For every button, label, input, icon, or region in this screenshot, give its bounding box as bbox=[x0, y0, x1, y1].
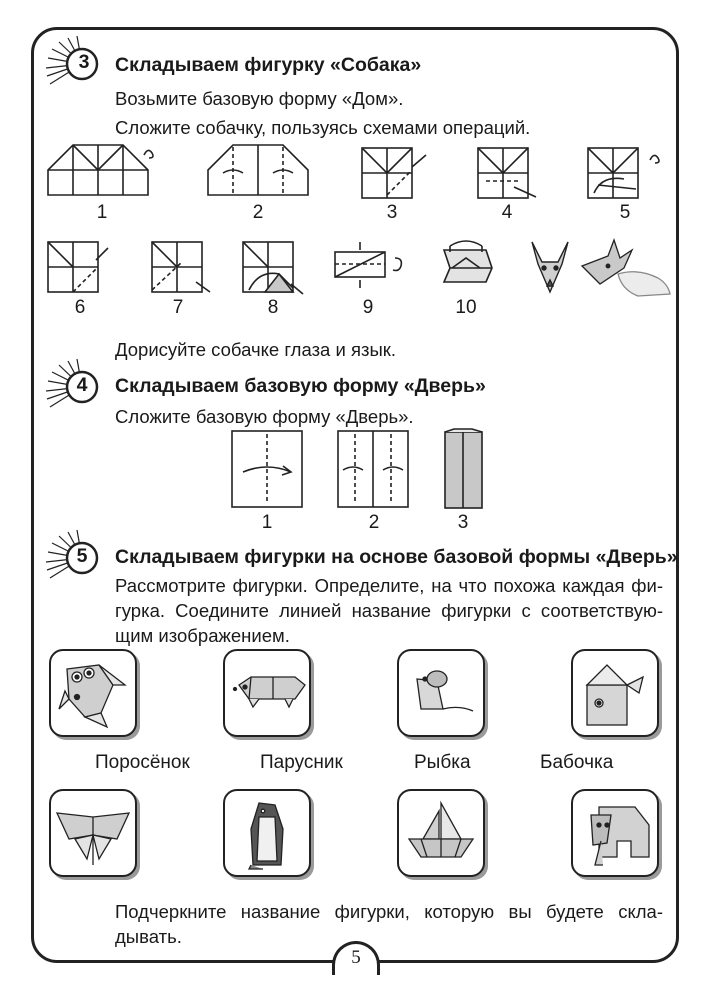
figure-card-butterfly[interactable] bbox=[49, 789, 137, 877]
dog-face-icon bbox=[528, 240, 573, 295]
dog-step-8-diagram bbox=[243, 240, 313, 295]
figure-card-elephant[interactable] bbox=[571, 789, 659, 877]
dog-step-9-label: 9 bbox=[362, 297, 374, 318]
dog-step-1-diagram bbox=[48, 145, 163, 200]
section-4-number: 4 bbox=[76, 374, 88, 396]
door-step-3-diagram bbox=[444, 428, 484, 510]
section-5-paragraph-line-1: Рассмотрите фигурки. Определите, на что похожа каждая фи- bbox=[115, 575, 663, 596]
dog-step-9-diagram bbox=[333, 240, 408, 295]
dog-step-6-label: 6 bbox=[74, 297, 86, 318]
dog-step-6-diagram bbox=[48, 240, 118, 295]
dog-step-5-label: 5 bbox=[619, 202, 631, 223]
final-instruction-line-2: дывать. bbox=[115, 926, 182, 947]
mouse-icon bbox=[403, 655, 479, 731]
section-4-title: Складываем базовую форму «Дверь» bbox=[115, 375, 486, 397]
door-step-3-label: 3 bbox=[457, 512, 469, 533]
section-5-title: Складываем фигурки на основе базовой формы «Дверь» bbox=[115, 546, 678, 568]
dog-step-10-diagram bbox=[436, 238, 501, 293]
section-3-after-text: Дорисуйте собачке глаза и язык. bbox=[115, 339, 396, 360]
section-4-line-1: Сложите базовую форму «Дверь». bbox=[115, 406, 414, 427]
section-3-line-1: Возьмите базовую форму «Дом». bbox=[115, 88, 404, 109]
figure-card-fish[interactable] bbox=[571, 649, 659, 737]
sun-badge-icon bbox=[40, 38, 104, 88]
piglet-icon bbox=[229, 655, 305, 731]
figure-card-penguin[interactable] bbox=[223, 789, 311, 877]
dog-step-1-label: 1 bbox=[96, 202, 108, 223]
dog-step-7-diagram bbox=[152, 240, 222, 295]
name-piglet[interactable]: Поросёнок bbox=[95, 752, 190, 773]
door-step-2-label: 2 bbox=[368, 512, 380, 533]
fish-icon bbox=[577, 655, 653, 731]
final-instruction-line-1: Подчеркните название фигурки, которую вы будете скла- bbox=[115, 901, 663, 922]
dog-step-4-diagram bbox=[478, 145, 548, 200]
dog-step-10-label: 10 bbox=[455, 297, 477, 318]
dog-step-2-label: 2 bbox=[252, 202, 264, 223]
figure-card-frog[interactable] bbox=[49, 649, 137, 737]
frog-icon bbox=[55, 655, 131, 731]
sailboat-icon bbox=[403, 795, 479, 871]
dog-step-3-label: 3 bbox=[386, 202, 398, 223]
name-fish[interactable]: Рыбка bbox=[414, 752, 471, 773]
butterfly-icon bbox=[55, 795, 131, 871]
dog-step-7-label: 7 bbox=[172, 297, 184, 318]
section-3-title: Складываем фигурку «Собака» bbox=[115, 54, 422, 76]
dog-step-3-diagram bbox=[362, 145, 432, 200]
name-butterfly[interactable]: Бабочка bbox=[540, 752, 614, 773]
section-5-paragraph-line-2: гурка. Соедините линией название фигурки с соответствую- bbox=[115, 600, 663, 621]
section-3-number: 3 bbox=[78, 51, 90, 73]
page-number: 5 bbox=[332, 941, 380, 975]
dog-step-5-diagram bbox=[588, 145, 673, 200]
section-5-paragraph-line-3: щим изображением. bbox=[115, 625, 290, 646]
name-sailboat[interactable]: Парусник bbox=[260, 752, 343, 773]
dog-in-hand-icon bbox=[578, 238, 673, 298]
door-step-2-diagram bbox=[337, 430, 409, 508]
door-step-1-diagram bbox=[231, 430, 303, 508]
figure-card-piglet[interactable] bbox=[223, 649, 311, 737]
section-3-line-2: Сложите собачку, пользуясь схемами операций. bbox=[115, 117, 531, 138]
door-step-1-label: 1 bbox=[261, 512, 273, 533]
figure-card-mouse[interactable] bbox=[397, 649, 485, 737]
dog-step-8-label: 8 bbox=[267, 297, 279, 318]
figure-card-sailboat[interactable] bbox=[397, 789, 485, 877]
dog-step-4-label: 4 bbox=[501, 202, 513, 223]
penguin-icon bbox=[229, 795, 305, 871]
dog-step-2-diagram bbox=[208, 145, 308, 200]
section-5-number: 5 bbox=[76, 545, 88, 567]
elephant-icon bbox=[577, 795, 653, 871]
